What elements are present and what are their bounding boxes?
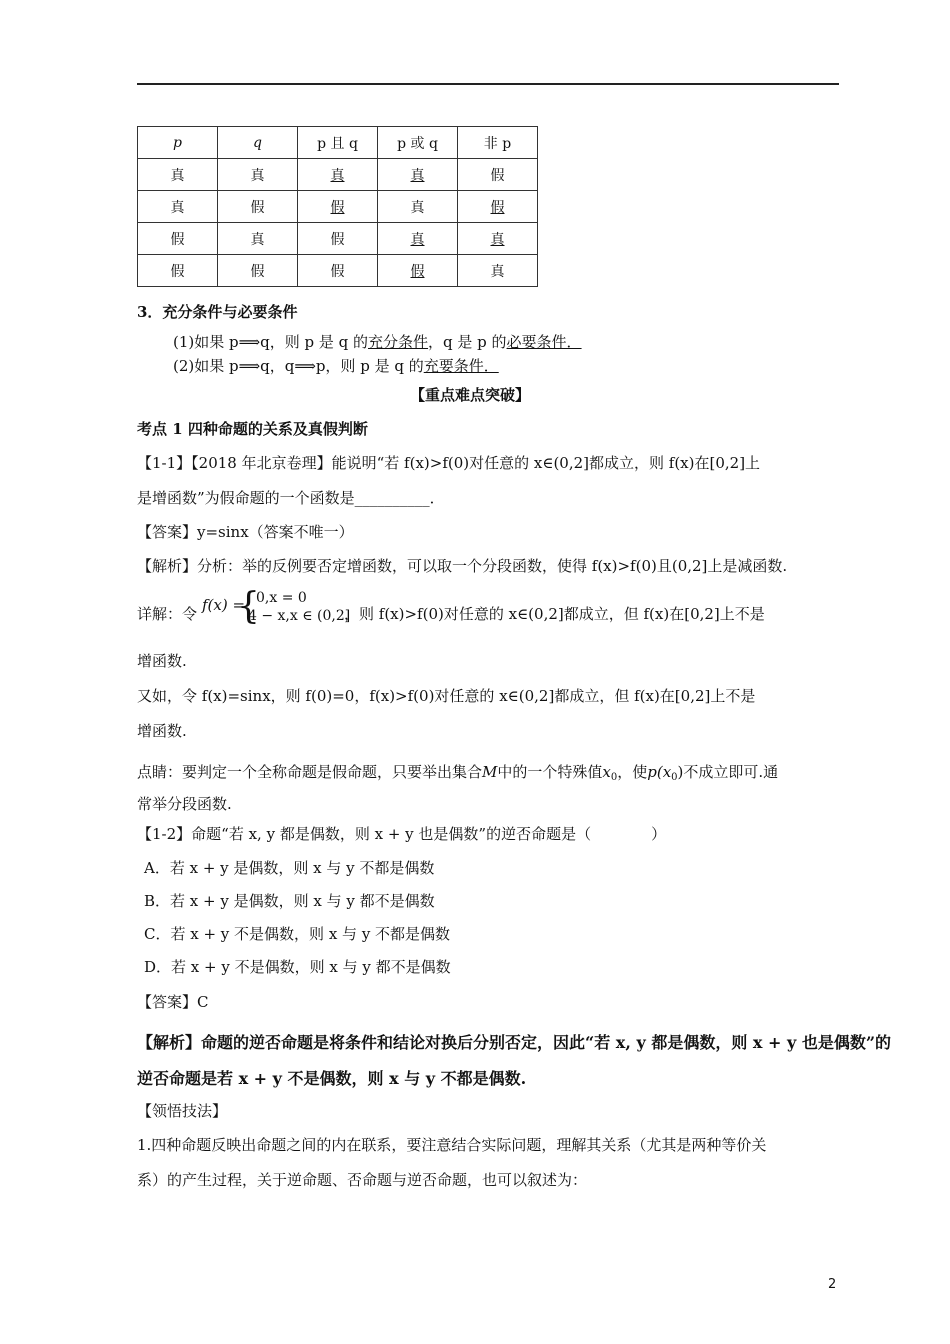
underlined-term: 充分条件 [368, 333, 429, 351]
math-symbol: ) [677, 763, 684, 781]
table-header-cell: p 且 q [298, 127, 378, 159]
table-cell: 真 [378, 223, 458, 255]
header-rule [137, 83, 839, 85]
text: ，使 [617, 763, 648, 781]
table-cell: 真 [298, 159, 378, 191]
table-header-cell: p 或 q [378, 127, 458, 159]
table-cell: 假 [298, 191, 378, 223]
table-cell: 真 [378, 159, 458, 191]
piecewise-function [202, 586, 362, 629]
q11-line1: 【1-1】【2018 年北京卷理】能说明“若 f(x)>f(0)对任意的 x∈(0,2]都成立，则 f(x)在[0,2]上 [137, 454, 761, 472]
q12-analysis-line2: 逆否命题是若 x + y 不是偶数，则 x 与 y 不都是偶数. [137, 1069, 527, 1088]
table-cell: 假 [218, 255, 298, 287]
option-a: A．若 x + y 是偶数，则 x 与 y 不都是偶数 [144, 859, 435, 877]
math-symbol: p(x [647, 763, 672, 781]
option-c: C．若 x + y 不是偶数，则 x 与 y 不都是偶数 [144, 925, 451, 943]
table-cell: 真 [138, 159, 218, 191]
math-symbol: x [602, 763, 611, 781]
text: (2)如果 p⟹q，q⟹p，则 p 是 q 的 [173, 357, 424, 375]
kaodian-title: 考点 1 四种命题的关系及真假判断 [137, 420, 368, 438]
text: 不成立即可.通 [683, 763, 779, 781]
table-header-cell: 非 p [458, 127, 538, 159]
center-heading: 【重点难点突破】 [410, 386, 531, 404]
table-cell: 假 [138, 223, 218, 255]
table-cell: 真 [378, 191, 458, 223]
page-number: 2 [828, 1277, 837, 1292]
section3-line1 [173, 332, 582, 352]
q12-answer: 【答案】C [137, 993, 209, 1011]
table-cell: 真 [458, 223, 538, 255]
underlined-term: 必要条件． [506, 333, 582, 351]
math-symbol: M [482, 763, 498, 781]
table-cell: 真 [138, 191, 218, 223]
text: 中的一个特殊值 [497, 763, 603, 781]
q11-detail-line2: 增函数. [137, 652, 187, 670]
q12-analysis-line1: 【解析】命题的逆否命题是将条件和结论对换后分别否定，因此“若 x, y 都是偶数，则 x + y 也是偶数”的 [137, 1033, 892, 1052]
q11-also1: 又如，令 f(x)=sinx，则 f(0)=0，f(x)>f(0)对任意的 x∈(0,2]都成立，但 f(x)在[0,2]上不是 [137, 687, 756, 705]
q11-answer: 【答案】y=sinx（答案不唯一） [137, 523, 354, 541]
table-cell: 假 [458, 159, 538, 191]
table-cell: 假 [378, 255, 458, 287]
table-cell: 真 [458, 255, 538, 287]
text: 点睛：要判定一个全称命题是假命题，只要举出集合 [137, 763, 483, 781]
option-b: B．若 x + y 是偶数，则 x 与 y 都不是偶数 [144, 892, 435, 910]
underlined-term: 充要条件． [423, 357, 499, 375]
table-header-row [138, 127, 538, 159]
lingwu-p1: 1.四种命题反映出命题之间的内在联系，要注意结合实际问题，理解其关系（尤其是两种等价关 [137, 1136, 767, 1154]
table-cell: 假 [298, 255, 378, 287]
option-d: D．若 x + y 不是偶数，则 x 与 y 都不是偶数 [144, 958, 451, 976]
section3-line2 [173, 356, 499, 376]
table-cell: 真 [218, 159, 298, 191]
q11-detail-prefix: 详解：令 [137, 605, 198, 623]
text: (1)如果 p⟹q，则 p 是 q 的 [173, 333, 369, 351]
dianjing-line1 [137, 762, 778, 788]
table-cell: 假 [458, 191, 538, 223]
q12-stem: 【1-2】命题“若 x, y 都是偶数，则 x + y 也是偶数”的逆否命题是（ ） [137, 825, 667, 843]
function-label: f(x) = [202, 596, 246, 614]
case-line: 0,x = 0 [256, 590, 307, 606]
table-header-cell: q [218, 127, 298, 159]
table-row [138, 191, 538, 223]
table-row [138, 223, 538, 255]
case-line: 4 − x,x ∈ (0,2] [248, 608, 351, 624]
text: ，q 是 p 的 [428, 333, 507, 351]
section3-title: 3．充分条件与必要条件 [137, 303, 298, 321]
q11-also2: 增函数. [137, 722, 187, 740]
lingwu-p2: 系）的产生过程，关于逆命题、否命题与逆否命题，也可以叙述为： [137, 1171, 588, 1189]
lingwu-title: 【领悟技法】 [137, 1102, 228, 1120]
subscript: 0 [610, 772, 618, 783]
table-cell: 真 [218, 223, 298, 255]
table-cell: 假 [218, 191, 298, 223]
table-row [138, 255, 538, 287]
q11-line2: 是增函数”为假命题的一个函数是__________． [137, 489, 445, 507]
table-row [138, 159, 538, 191]
q11-detail-suffix: ，则 f(x)>f(0)对任意的 x∈(0,2]都成立，但 f(x)在[0,2]上不是 [344, 605, 765, 623]
truth-table [137, 126, 538, 287]
table-header-cell: p [138, 127, 218, 159]
table-cell: 假 [138, 255, 218, 287]
q11-analysis: 【解析】分析：举的反例要否定增函数，可以取一个分段函数，使得 f(x)>f(0)且(0,2]上是减函数. [137, 557, 788, 575]
brace-symbol: { [237, 586, 260, 627]
dianjing-line2: 常举分段函数. [137, 795, 232, 813]
subscript: 0 [671, 772, 678, 783]
table-cell: 假 [298, 223, 378, 255]
